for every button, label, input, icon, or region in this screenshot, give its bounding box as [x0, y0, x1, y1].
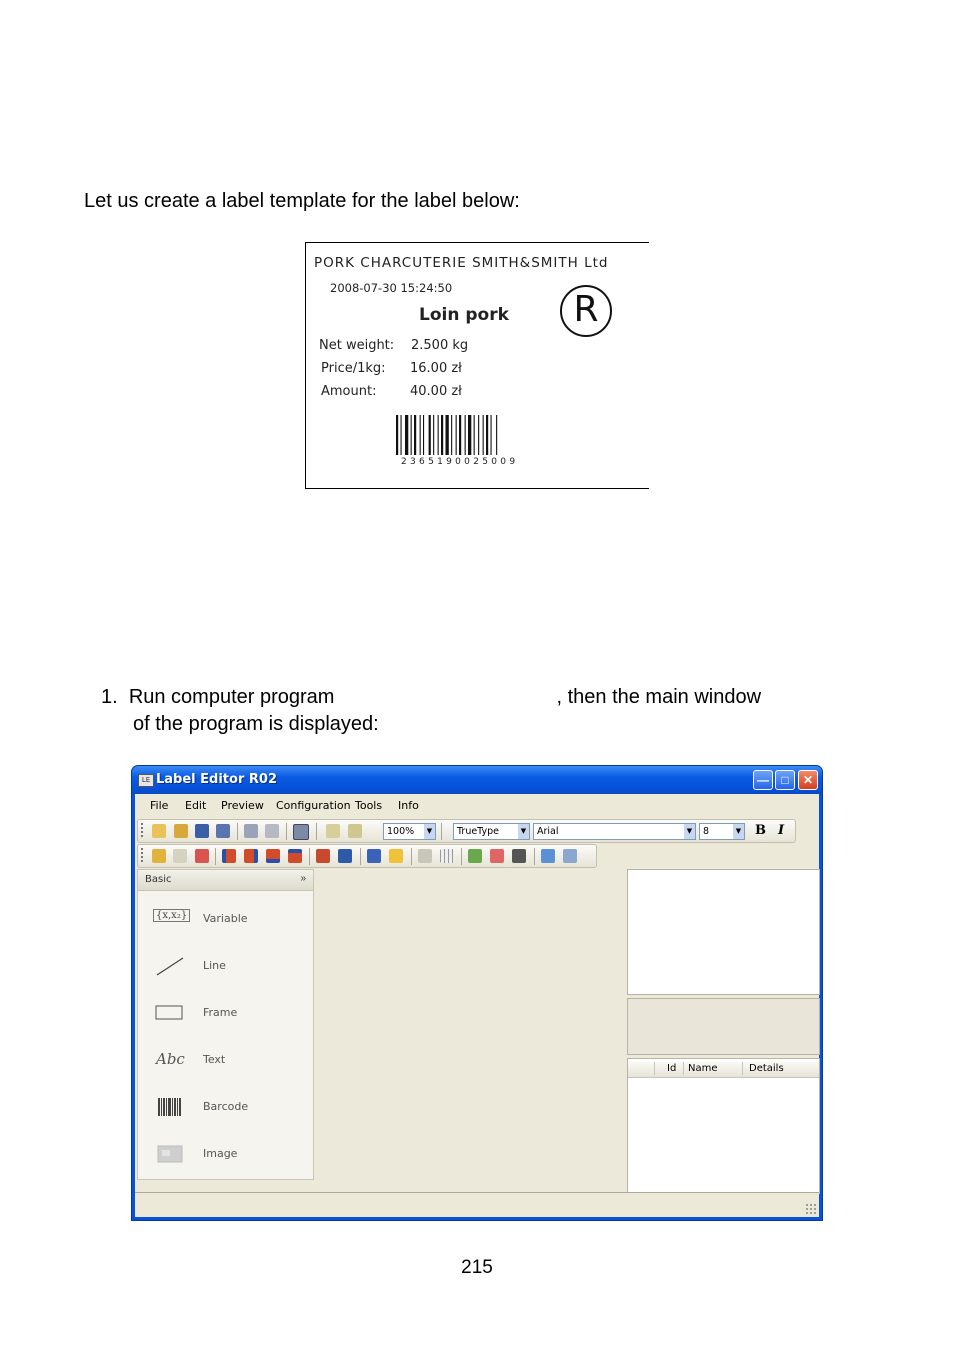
line-icon — [153, 955, 187, 977]
delete-icon[interactable] — [195, 849, 209, 863]
send-back-icon[interactable] — [389, 849, 403, 863]
tool-line[interactable]: Line — [138, 951, 315, 981]
new-file-icon[interactable] — [152, 824, 166, 838]
registered-mark-icon: R — [560, 285, 612, 337]
image-icon — [153, 1143, 187, 1165]
align-top-icon[interactable] — [288, 849, 302, 863]
text-icon: Abc — [156, 1050, 185, 1068]
label-net-weight-value: 2.500 kg — [411, 338, 469, 353]
save-icon[interactable] — [195, 824, 209, 838]
menu-preview[interactable]: Preview — [221, 799, 264, 812]
label-barcode-number: 2365190025009 — [401, 457, 519, 467]
menu-bar — [135, 794, 819, 817]
bold-button[interactable]: B — [755, 823, 766, 838]
print-icon[interactable] — [244, 824, 258, 838]
insert-image-icon[interactable] — [468, 849, 482, 863]
column-details[interactable]: Details — [749, 1063, 784, 1074]
tool-frame[interactable]: Frame — [138, 998, 315, 1028]
tool-variable[interactable]: {x,x₂} Variable — [138, 904, 315, 934]
label-net-weight-key: Net weight: — [319, 338, 395, 353]
step-instruction — [101, 686, 831, 709]
window-icon[interactable] — [563, 849, 577, 863]
tool-barcode[interactable]: Barcode — [138, 1092, 315, 1122]
lock-icon[interactable] — [152, 849, 166, 863]
label-amount-value: 40.00 zł — [410, 384, 462, 399]
align-right-icon[interactable] — [244, 849, 258, 863]
open-folder-icon[interactable] — [174, 824, 188, 838]
panel-header[interactable] — [138, 870, 313, 891]
menu-info[interactable]: Info — [398, 799, 419, 812]
italic-button[interactable]: I — [778, 823, 785, 838]
label-datetime: 2008-07-30 15:24:50 — [330, 281, 453, 295]
intro-text: Let us create a label template for the label below: — [84, 190, 520, 212]
title-bar[interactable] — [132, 766, 822, 794]
column-id[interactable]: Id — [667, 1063, 677, 1074]
print-preview-icon[interactable] — [265, 824, 279, 838]
step-text-after: , then the main window — [556, 686, 762, 708]
info-panel — [627, 998, 820, 1055]
collapse-icon[interactable]: » — [300, 873, 306, 884]
font-type-select[interactable]: TrueType ▼ — [453, 823, 530, 840]
font-size-select[interactable]: 8 ▼ — [699, 823, 745, 840]
resize-grip[interactable] — [805, 1203, 817, 1215]
center-horizontal-icon[interactable] — [316, 849, 330, 863]
app-icon: LE — [138, 774, 154, 787]
menu-configuration[interactable]: Configuration — [276, 799, 351, 812]
step-text-before: Run computer program — [128, 686, 335, 708]
barcode-icon — [396, 415, 543, 455]
minimize-button[interactable]: — — [753, 770, 773, 790]
pcx-grf-icon[interactable] — [512, 849, 526, 863]
save-as-icon[interactable] — [216, 824, 230, 838]
step-number: 1. — [101, 686, 118, 708]
app-window — [131, 765, 823, 1221]
font-name-select[interactable]: Arial ▼ — [533, 823, 696, 840]
align-left-icon[interactable] — [222, 849, 236, 863]
frame-icon — [153, 1002, 187, 1024]
zoom-in-icon[interactable] — [326, 824, 340, 838]
align-bottom-icon[interactable] — [266, 849, 280, 863]
objects-list[interactable] — [627, 1058, 820, 1194]
toolbar-grip[interactable] — [141, 848, 143, 864]
window-client — [135, 794, 819, 1217]
tool-text[interactable]: Abc Text — [138, 1045, 315, 1075]
label-amount-key: Amount: — [321, 384, 377, 399]
status-bar — [135, 1192, 819, 1217]
layout-toolbar — [137, 844, 597, 868]
center-vertical-icon[interactable] — [338, 849, 352, 863]
bring-front-icon[interactable] — [367, 849, 381, 863]
step-instruction-line2: of the program is displayed: — [133, 713, 379, 735]
font-icon[interactable] — [490, 849, 504, 863]
tool-panel — [137, 869, 314, 1180]
main-toolbar — [137, 819, 796, 843]
tool-image[interactable]: Image — [138, 1139, 315, 1169]
chevron-down-icon: ▼ — [424, 824, 435, 839]
draw-line-icon[interactable] — [418, 849, 432, 863]
label-product-name: Loin pork — [419, 305, 509, 325]
design-canvas[interactable] — [315, 869, 626, 1194]
panel-title: Basic — [145, 874, 172, 885]
properties-panel[interactable] — [627, 869, 820, 995]
label-price-key: Price/1kg: — [321, 361, 386, 376]
menu-tools[interactable]: Tools — [355, 799, 383, 812]
grid-icon[interactable] — [440, 849, 454, 863]
template-icon[interactable] — [293, 824, 309, 840]
zoom-out-icon[interactable] — [348, 824, 362, 838]
menu-edit[interactable]: Edit — [185, 799, 207, 812]
label-preview — [305, 242, 649, 489]
send-to-scale-icon[interactable] — [541, 849, 555, 863]
unlock-icon[interactable] — [173, 849, 187, 863]
zoom-select[interactable]: 100% ▼ — [383, 823, 436, 840]
chevron-down-icon: ▼ — [518, 824, 529, 839]
chevron-down-icon: ▼ — [684, 824, 695, 839]
column-name[interactable]: Name — [688, 1063, 718, 1074]
page-number: 215 — [461, 1257, 493, 1278]
window-title: Label Editor R02 — [156, 772, 277, 787]
list-header — [628, 1061, 819, 1078]
variable-icon: {x,x₂} — [153, 908, 187, 930]
menu-file[interactable]: File — [150, 799, 169, 812]
close-button[interactable]: ✕ — [798, 770, 818, 790]
barcode-tool-icon — [153, 1096, 187, 1118]
maximize-button[interactable]: □ — [775, 770, 795, 790]
chevron-down-icon: ▼ — [733, 824, 744, 839]
toolbar-grip[interactable] — [141, 823, 143, 839]
label-price-value: 16.00 zł — [410, 361, 462, 376]
label-company: PORK CHARCUTERIE SMITH&SMITH Ltd — [314, 255, 609, 271]
